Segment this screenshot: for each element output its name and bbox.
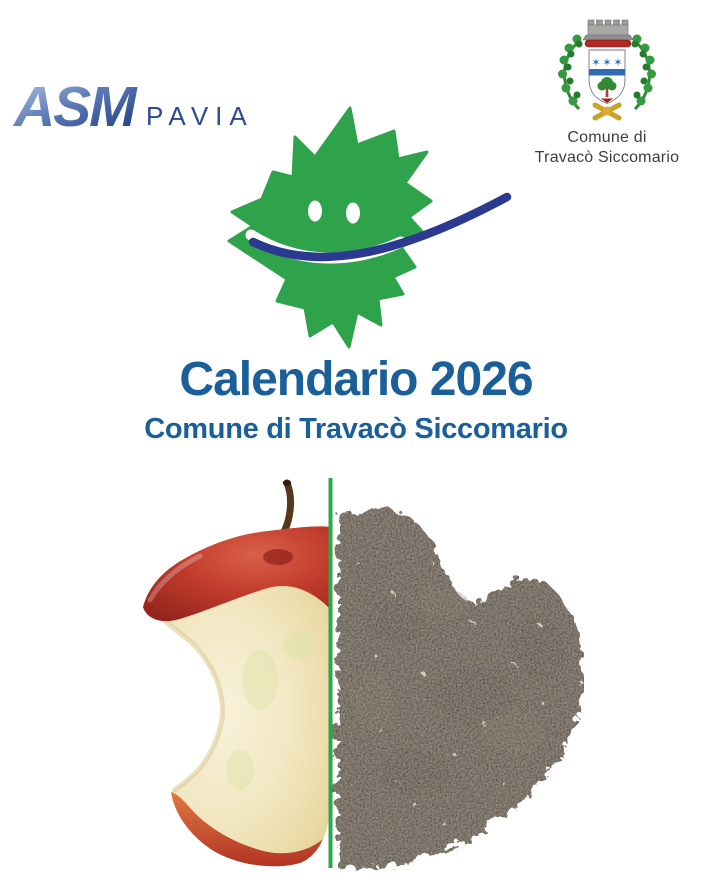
crest-caption-line2: Travacò Siccomario bbox=[534, 149, 680, 167]
smiling-leaf-icon bbox=[205, 95, 525, 360]
leaf-eye-left bbox=[308, 201, 322, 222]
svg-text:✶: ✶ bbox=[602, 56, 612, 69]
page-subtitle: Comune di Travacò Siccomario bbox=[144, 413, 568, 445]
crest-caption bbox=[517, 128, 697, 169]
leaf-eye-right bbox=[346, 203, 360, 224]
smiling-leaf-logo bbox=[205, 95, 525, 365]
apple-core-half bbox=[143, 480, 331, 867]
pavia-wordmark: PAVIA bbox=[146, 101, 254, 131]
green-divider-line bbox=[329, 478, 333, 868]
apple-compost-hero-image bbox=[140, 470, 584, 880]
crest-caption-line1: Comune di bbox=[567, 129, 647, 146]
svg-text:✶: ✶ bbox=[613, 56, 623, 69]
crest-shield bbox=[589, 50, 625, 104]
crest-ribbon bbox=[595, 105, 619, 118]
page-title: Calendario 2026 bbox=[179, 353, 533, 406]
crest-crown bbox=[583, 20, 633, 47]
municipal-crest-icon bbox=[549, 13, 665, 125]
municipal-crest-block bbox=[517, 13, 697, 169]
compost-soil-half bbox=[334, 506, 581, 865]
asm-mark: ASM bbox=[14, 75, 135, 139]
apple-compost-svg bbox=[140, 470, 584, 880]
svg-text:✶: ✶ bbox=[591, 56, 601, 69]
leaf-shape bbox=[229, 108, 431, 347]
